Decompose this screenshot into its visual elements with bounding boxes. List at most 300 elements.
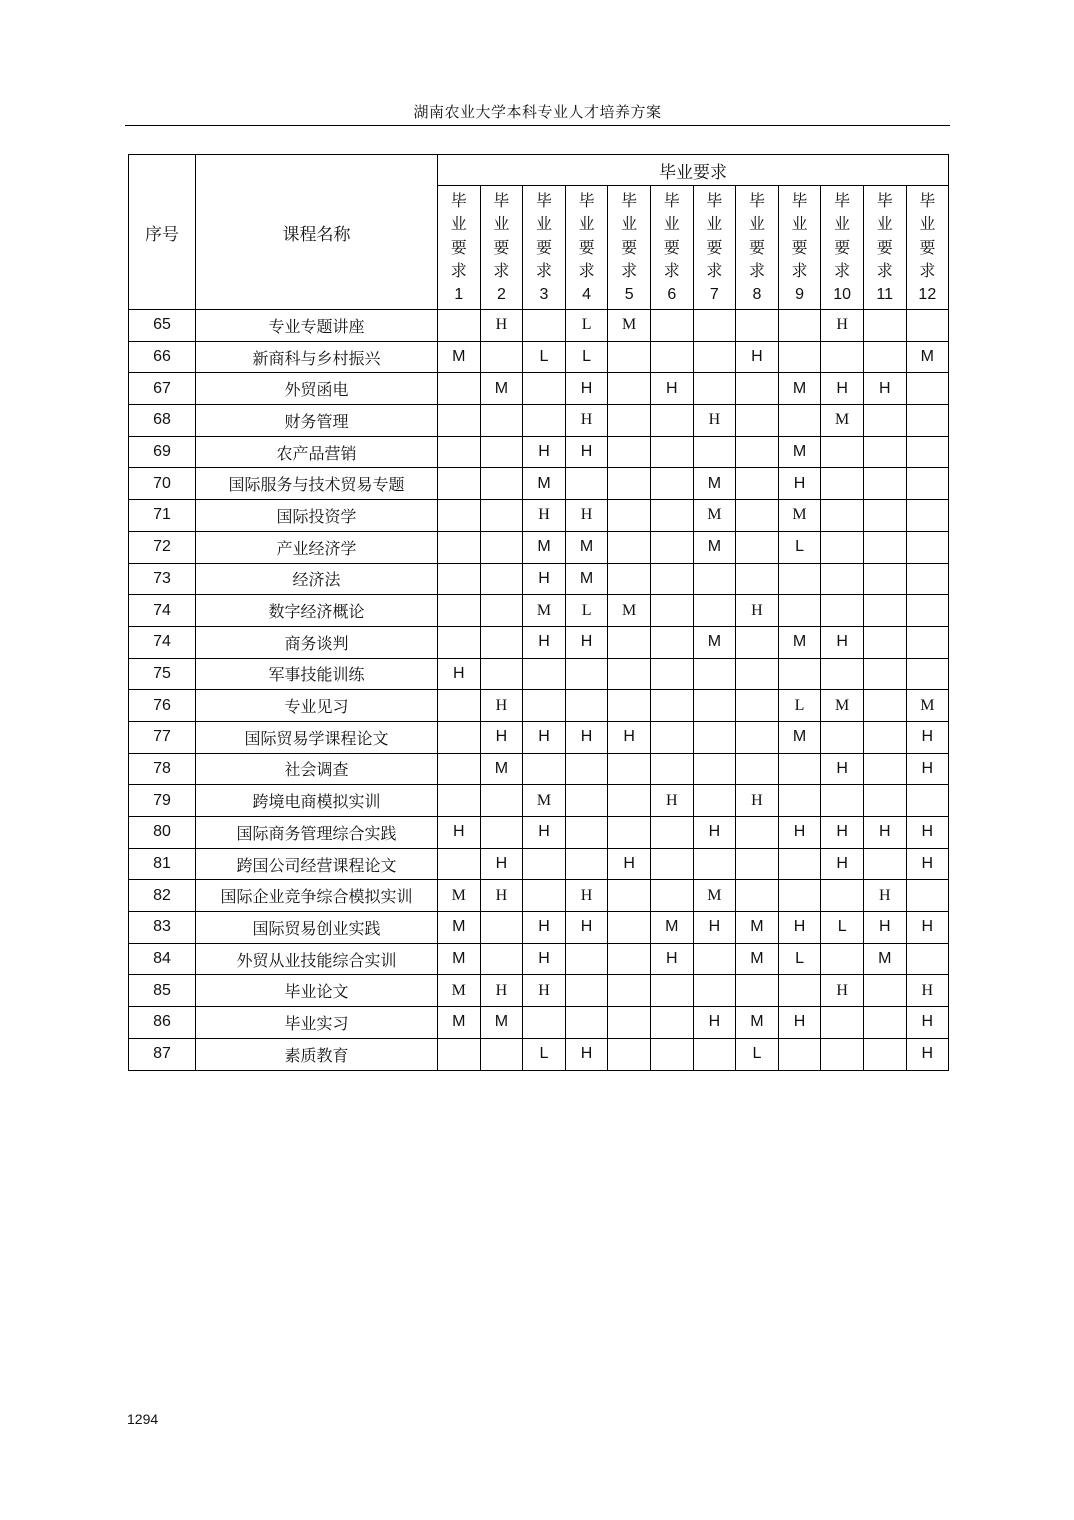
cell-requirement-9: M [778,500,821,532]
requirement-number: 3 [539,285,549,303]
requirement-number: 9 [795,285,804,303]
cell-requirement-12: H [906,1038,949,1070]
cell-requirement-10 [821,436,864,468]
requirement-label-char: 求 [791,261,808,281]
row-seq: 75 [129,658,196,690]
cell-requirement-5 [608,943,651,975]
cell-requirement-11: H [863,880,906,912]
cell-requirement-12 [906,531,949,563]
cell-requirement-7: M [693,531,736,563]
cell-requirement-3 [523,373,566,405]
cell-requirement-4: H [565,880,608,912]
cell-requirement-4: H [565,912,608,944]
row-course-name: 军事技能训练 [196,658,438,690]
header-seq: 序号 [129,155,196,310]
row-seq: 66 [129,341,196,373]
cell-requirement-3: H [523,721,566,753]
table-row [129,626,949,658]
cell-requirement-5 [608,912,651,944]
row-seq: 83 [129,912,196,944]
row-course-name: 专业专题讲座 [196,310,438,342]
cell-requirement-1: H [438,658,481,690]
cell-requirement-11 [863,1038,906,1070]
header-requirement-7 [693,186,736,310]
cell-requirement-12 [906,880,949,912]
requirement-number: 2 [496,285,506,303]
requirement-label-char: 要 [621,237,638,257]
cell-requirement-10: H [821,848,864,880]
cell-requirement-3: H [523,943,566,975]
cell-requirement-6 [650,721,693,753]
cell-requirement-8 [736,468,779,500]
row-course-name: 外贸函电 [196,373,438,405]
header-requirement-5 [608,186,651,310]
cell-requirement-9 [778,848,821,880]
cell-requirement-4: M [565,563,608,595]
row-seq: 85 [129,975,196,1007]
cell-requirement-11 [863,405,906,437]
cell-requirement-7 [693,563,736,595]
row-seq: 68 [129,405,196,437]
cell-requirement-6 [650,500,693,532]
cell-requirement-7: M [693,626,736,658]
cell-requirement-12 [906,943,949,975]
header-course-name: 课程名称 [196,155,438,310]
requirement-label-char: 毕 [663,190,680,210]
cell-requirement-3: M [523,468,566,500]
row-seq: 86 [129,1007,196,1039]
cell-requirement-7 [693,341,736,373]
cell-requirement-12: M [906,690,949,722]
cell-requirement-8 [736,690,779,722]
cell-requirement-6 [650,658,693,690]
cell-requirement-4: L [565,341,608,373]
row-course-name: 数字经济概论 [196,595,438,627]
cell-requirement-10 [821,468,864,500]
cell-requirement-7 [693,436,736,468]
table-row [129,690,949,722]
requirement-label-char: 要 [535,237,552,257]
header-requirement-9 [778,186,821,310]
cell-requirement-1 [438,626,481,658]
cell-requirement-11 [863,595,906,627]
cell-requirement-2: M [480,1007,523,1039]
cell-requirement-3: H [523,436,566,468]
cell-requirement-4: L [565,595,608,627]
cell-requirement-12 [906,626,949,658]
row-course-name: 毕业实习 [196,1007,438,1039]
row-seq: 78 [129,753,196,785]
cell-requirement-11 [863,531,906,563]
cell-requirement-3: H [523,626,566,658]
cell-requirement-2 [480,563,523,595]
row-course-name: 国际贸易创业实践 [196,912,438,944]
table-row [129,405,949,437]
cell-requirement-9: H [778,468,821,500]
cell-requirement-9 [778,1038,821,1070]
cell-requirement-11: H [863,912,906,944]
cell-requirement-12: H [906,753,949,785]
cell-requirement-4 [565,848,608,880]
row-course-name: 新商科与乡村振兴 [196,341,438,373]
requirement-label-char: 毕 [493,190,510,210]
cell-requirement-5 [608,1007,651,1039]
cell-requirement-4 [565,658,608,690]
requirement-label-char: 毕 [535,190,552,210]
cell-requirement-12: M [906,341,949,373]
row-course-name: 社会调查 [196,753,438,785]
cell-requirement-12 [906,310,949,342]
cell-requirement-3: H [523,500,566,532]
cell-requirement-11 [863,310,906,342]
row-course-name: 商务谈判 [196,626,438,658]
cell-requirement-2 [480,595,523,627]
cell-requirement-7 [693,1038,736,1070]
header-graduation-requirements: 毕业要求 [438,155,949,186]
row-course-name: 财务管理 [196,405,438,437]
cell-requirement-1 [438,405,481,437]
cell-requirement-12 [906,563,949,595]
cell-requirement-8 [736,436,779,468]
cell-requirement-1: M [438,912,481,944]
cell-requirement-6 [650,975,693,1007]
table-row [129,658,949,690]
cell-requirement-12 [906,785,949,817]
cell-requirement-5 [608,880,651,912]
cell-requirement-8 [736,405,779,437]
cell-requirement-5 [608,658,651,690]
cell-requirement-4: H [565,500,608,532]
cell-requirement-1 [438,500,481,532]
row-course-name: 素质教育 [196,1038,438,1070]
cell-requirement-9 [778,753,821,785]
cell-requirement-4 [565,690,608,722]
row-course-name: 国际企业竞争综合模拟实训 [196,880,438,912]
header-requirement-2 [480,186,523,310]
table-row [129,753,949,785]
requirement-label-char: 毕 [834,190,851,210]
header-requirement-10 [821,186,864,310]
cell-requirement-12: H [906,1007,949,1039]
requirement-label-char: 业 [706,214,723,234]
cell-requirement-1: M [438,880,481,912]
cell-requirement-11 [863,690,906,722]
cell-requirement-4: M [565,531,608,563]
cell-requirement-1 [438,563,481,595]
cell-requirement-5 [608,785,651,817]
cell-requirement-3: H [523,975,566,1007]
cell-requirement-11 [863,436,906,468]
cell-requirement-11 [863,785,906,817]
cell-requirement-10 [821,500,864,532]
cell-requirement-1: M [438,975,481,1007]
cell-requirement-11 [863,658,906,690]
cell-requirement-2: H [480,975,523,1007]
cell-requirement-2 [480,405,523,437]
cell-requirement-1 [438,310,481,342]
cell-requirement-10 [821,1007,864,1039]
header-requirement-8 [736,186,779,310]
cell-requirement-2 [480,468,523,500]
cell-requirement-7 [693,595,736,627]
cell-requirement-8: M [736,912,779,944]
cell-requirement-7 [693,658,736,690]
cell-requirement-1 [438,785,481,817]
cell-requirement-10: H [821,310,864,342]
cell-requirement-10: H [821,373,864,405]
cell-requirement-8 [736,500,779,532]
cell-requirement-6 [650,531,693,563]
cell-requirement-6: M [650,912,693,944]
table-body [129,310,949,1071]
running-header: 湖南农业大学本科专业人才培养方案 [413,103,662,121]
row-seq: 80 [129,817,196,849]
cell-requirement-2 [480,943,523,975]
cell-requirement-5 [608,753,651,785]
header-requirement-6 [650,186,693,310]
requirement-label-char: 求 [919,261,936,281]
cell-requirement-1: H [438,817,481,849]
cell-requirement-5 [608,531,651,563]
cell-requirement-12: H [906,817,949,849]
table-row [129,721,949,753]
cell-requirement-11: H [863,373,906,405]
row-course-name: 农产品营销 [196,436,438,468]
header-requirement-3 [523,186,566,310]
cell-requirement-9: H [778,817,821,849]
table-row [129,912,949,944]
requirement-label-char: 业 [791,214,808,234]
row-course-name: 专业见习 [196,690,438,722]
row-seq: 81 [129,848,196,880]
cell-requirement-6 [650,563,693,595]
cell-requirement-9 [778,405,821,437]
cell-requirement-8 [736,880,779,912]
cell-requirement-2 [480,626,523,658]
cell-requirement-5 [608,500,651,532]
cell-requirement-11 [863,626,906,658]
requirement-label-char: 业 [834,214,851,234]
cell-requirement-3: H [523,817,566,849]
cell-requirement-4 [565,468,608,500]
cell-requirement-1 [438,848,481,880]
cell-requirement-4: H [565,436,608,468]
requirement-label-char: 毕 [876,190,893,210]
cell-requirement-2: M [480,753,523,785]
cell-requirement-12: H [906,975,949,1007]
cell-requirement-12 [906,595,949,627]
table-row [129,848,949,880]
requirement-number: 5 [624,285,634,303]
cell-requirement-2 [480,785,523,817]
cell-requirement-9 [778,341,821,373]
cell-requirement-3 [523,1007,566,1039]
row-seq: 76 [129,690,196,722]
cell-requirement-7 [693,753,736,785]
table-row [129,785,949,817]
cell-requirement-11 [863,753,906,785]
cell-requirement-3 [523,658,566,690]
cell-requirement-3: H [523,912,566,944]
cell-requirement-1 [438,531,481,563]
cell-requirement-2 [480,817,523,849]
cell-requirement-3: L [523,341,566,373]
cell-requirement-2 [480,436,523,468]
cell-requirement-11: M [863,943,906,975]
requirement-label-char: 求 [535,261,552,281]
cell-requirement-6 [650,848,693,880]
cell-requirement-5 [608,1038,651,1070]
cell-requirement-1: M [438,943,481,975]
cell-requirement-7 [693,975,736,1007]
requirement-label-char: 要 [706,237,723,257]
cell-requirement-1 [438,753,481,785]
cell-requirement-10 [821,341,864,373]
requirement-label-char: 毕 [450,190,467,210]
cell-requirement-3: L [523,1038,566,1070]
cell-requirement-6 [650,310,693,342]
cell-requirement-4: H [565,721,608,753]
cell-requirement-7 [693,373,736,405]
cell-requirement-12: H [906,721,949,753]
cell-requirement-6: H [650,943,693,975]
cell-requirement-8: H [736,341,779,373]
requirement-number: 8 [752,285,762,303]
cell-requirement-9 [778,563,821,595]
cell-requirement-7: M [693,880,736,912]
table-row [129,1038,949,1070]
cell-requirement-10: H [821,626,864,658]
row-course-name: 国际投资学 [196,500,438,532]
cell-requirement-3: M [523,595,566,627]
row-seq: 67 [129,373,196,405]
row-seq: 71 [129,500,196,532]
cell-requirement-1 [438,1038,481,1070]
requirement-label-char: 求 [578,261,595,281]
cell-requirement-7: M [693,468,736,500]
table-row [129,880,949,912]
cell-requirement-2: H [480,690,523,722]
row-course-name: 跨国公司经营课程论文 [196,848,438,880]
cell-requirement-12 [906,658,949,690]
cell-requirement-9: M [778,626,821,658]
cell-requirement-8 [736,848,779,880]
requirements-matrix-table [128,154,949,1071]
cell-requirement-7 [693,721,736,753]
cell-requirement-8: M [736,1007,779,1039]
requirement-number: 7 [709,285,719,303]
cell-requirement-4 [565,975,608,1007]
requirement-label-char: 业 [450,214,467,234]
cell-requirement-6 [650,468,693,500]
row-course-name: 经济法 [196,563,438,595]
requirement-label-char: 业 [621,214,638,234]
table-row [129,1007,949,1039]
cell-requirement-6 [650,817,693,849]
cell-requirement-8 [736,563,779,595]
requirement-label-char: 要 [919,237,936,257]
row-course-name: 毕业论文 [196,975,438,1007]
cell-requirement-6 [650,753,693,785]
cell-requirement-4: H [565,373,608,405]
cell-requirement-1 [438,690,481,722]
cell-requirement-11 [863,341,906,373]
cell-requirement-11 [863,975,906,1007]
table-row [129,817,949,849]
cell-requirement-3: M [523,531,566,563]
cell-requirement-10: H [821,975,864,1007]
cell-requirement-5 [608,436,651,468]
cell-requirement-11: H [863,817,906,849]
requirement-label-char: 要 [663,237,680,257]
cell-requirement-4 [565,943,608,975]
requirement-number: 11 [876,285,894,303]
cell-requirement-4 [565,753,608,785]
cell-requirement-1 [438,373,481,405]
cell-requirement-6 [650,1007,693,1039]
requirement-label-char: 求 [663,261,680,281]
cell-requirement-7: H [693,405,736,437]
requirement-label-char: 要 [834,237,851,257]
cell-requirement-10: M [821,405,864,437]
requirement-number: 10 [833,285,852,303]
cell-requirement-11 [863,500,906,532]
cell-requirement-7: H [693,912,736,944]
cell-requirement-7 [693,785,736,817]
requirement-number: 1 [454,285,464,303]
cell-requirement-12 [906,373,949,405]
cell-requirement-6 [650,595,693,627]
cell-requirement-12: H [906,912,949,944]
table-row [129,500,949,532]
cell-requirement-7: M [693,500,736,532]
cell-requirement-2: M [480,373,523,405]
cell-requirement-7 [693,848,736,880]
cell-requirement-5: H [608,848,651,880]
row-course-name: 国际商务管理综合实践 [196,817,438,849]
cell-requirement-9 [778,310,821,342]
cell-requirement-5 [608,563,651,595]
requirement-label-char: 求 [450,261,467,281]
cell-requirement-10 [821,595,864,627]
cell-requirement-12 [906,436,949,468]
requirement-label-char: 业 [663,214,680,234]
requirement-label-char: 业 [535,214,552,234]
table-row [129,531,949,563]
cell-requirement-2: H [480,721,523,753]
cell-requirement-2 [480,341,523,373]
cell-requirement-8 [736,310,779,342]
row-seq: 72 [129,531,196,563]
table-row [129,341,949,373]
cell-requirement-8 [736,753,779,785]
cell-requirement-9: M [778,721,821,753]
cell-requirement-6 [650,690,693,722]
cell-requirement-5 [608,341,651,373]
cell-requirement-6 [650,880,693,912]
cell-requirement-10 [821,531,864,563]
cell-requirement-5 [608,373,651,405]
requirement-label-char: 毕 [621,190,638,210]
cell-requirement-3 [523,690,566,722]
row-seq: 79 [129,785,196,817]
row-seq: 84 [129,943,196,975]
cell-requirement-12 [906,500,949,532]
cell-requirement-7: H [693,817,736,849]
table-row [129,310,949,342]
cell-requirement-8: H [736,595,779,627]
row-seq: 74 [129,626,196,658]
